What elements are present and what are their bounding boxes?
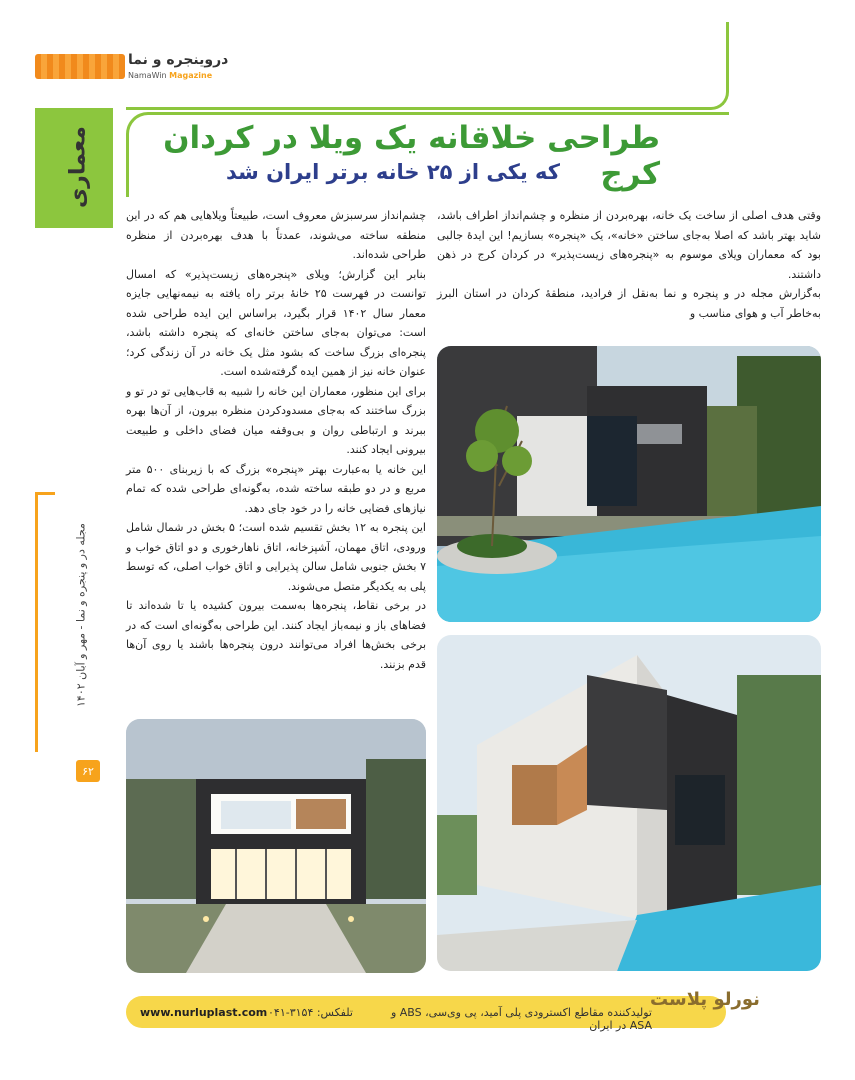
villa-photo-pool (437, 346, 821, 622)
paragraph: این پنجره به ۱۲ بخش تقسیم شده است؛ ۵ بخش در شمال شامل ورودی، اتاق مهمان، آشپزخانه، اتاق ناهارخوری و دو اتاق خواب و ۷ بخش جنوبی شامل سالن پذیرایی و اتاق خواب اصلی، که توسط پلی به یکدیگر متصل می‌شوند. (126, 521, 426, 593)
villa-photo-corner (437, 635, 821, 971)
paragraph: برای این منظور، معماران این خانه را شبیه به قاب‌هایی تو در تو و بزرگ ساختند که به‌جای مسدودکردن منظره بیرون، از آن‌ها بهره ببرند و ارتباطی روان و بی‌وقفه میان فضای داخلی و طبیعت بیرونی ایجاد کنند. (126, 384, 426, 456)
footer-url[interactable]: www.nurluplast.com (140, 1006, 268, 1019)
side-accent-line-top (35, 492, 55, 495)
text-column-right (437, 206, 821, 323)
paragraph: در برخی نقاط، پنجره‌ها به‌سمت بیرون کشیده یا تا شده‌اند تا فضاهای باز و نیمه‌باز ایجاد کنند. این طراحی به‌گونه‌ای است که در برخی بخش‌ها افراد می‌توانند درون پنجره‌ها باشند یا روی آن‌ها قدم بزنند. (126, 599, 426, 671)
paragraph: این خانه یا به‌عبارت بهتر «پنجره» بزرگ که با زیربنای ۵۰۰ متر مربع و در دو طبقه ساخته شده، به‌گونه‌ای طراحی شده که تمام نیازهای فضایی خانه را در خود جای دهد. (126, 462, 426, 515)
paragraph: بنابر این گزارش؛ ویلای «پنجره‌های زیست‌پذیر» که امسال توانست در فهرست ۲۵ خانهٔ برتر راه یافته به نیمه‌نهایی جایزه معمار سال ۱۴۰۲ قرار بگیرد، براساس این ایده طراحی شده است: می‌توان به‌جای ساختن خانه‌ای که پنجره داشته باشد، پنجره‌ای بزرگ ساخت که بشود مثل یک خانه در آن زندگی کرد؛ عنوان خانه نیز از همین ایده گرفته‌شده است. (126, 267, 427, 378)
footer-brand-logo: نورلو پلاست (650, 989, 760, 1010)
header-orange-strip (35, 54, 125, 79)
paragraph: چشم‌انداز سرسبزش معروف است، طبیعتاً ویلاهایی هم که در این منطقه ساخته می‌شوند، عمدتاً با هدف بهره‌بردن از منظره طراحی شده‌اند. (126, 209, 426, 261)
section-tab-label: معماری (65, 126, 91, 209)
villa-photo-front (126, 719, 426, 973)
article-title: طراحی خلاقانه یک ویلا در کردان کرج (163, 120, 660, 192)
paragraph: به‌گزارش مجله در و پنجره و نما به‌نقل از فرادید، منطقهٔ کردان در استان البرز به‌خاطر آب و هوای مناسب و (437, 287, 821, 320)
footer-description: تولیدکننده مقاطع اکسترودی پلی آمید، پی وی‌سی، ABS و ASA در ایران (390, 1006, 652, 1032)
magazine-logo: دروینجره و نما (128, 52, 229, 68)
magazine-logo-en: NamaWin Magazine (128, 71, 213, 80)
side-accent-line (35, 492, 38, 752)
article-subtitle: که یکی از ۲۵ خانه برتر ایران شد (226, 160, 560, 184)
page-number: ۶۲ (76, 760, 100, 782)
text-column-left (126, 206, 426, 674)
footer-phone: تلفکس: ۳۱۵۴-۰۴۱ (268, 1006, 353, 1019)
magazine-issue-caption: مجله در و پنجره و نما - مهر و آبان ۱۴۰۲ (74, 523, 88, 707)
paragraph: وقتی هدف اصلی از ساخت یک خانه، بهره‌بردن از منظره و چشم‌انداز اطراف باشد، شاید بهتر باشد که اصلا به‌جای ساختن «خانه»، یک «پنجره» بسازیم! این ایدهٔ جالبی بود که معماران ویلای موسوم به «پنجره‌های زیست‌پذیر» در کردان کرج در ذهن داشتند. (437, 209, 821, 281)
